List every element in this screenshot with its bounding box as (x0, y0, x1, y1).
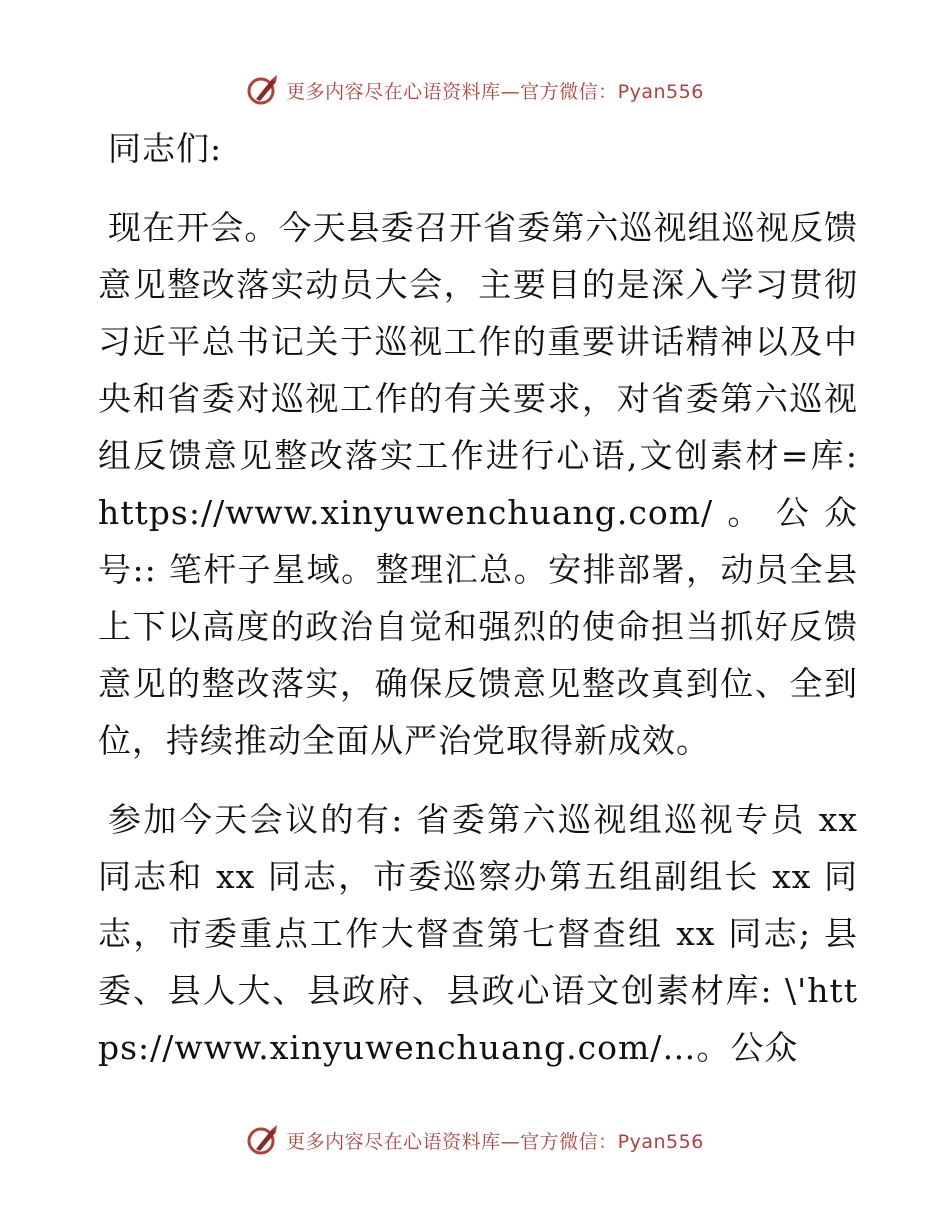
document-body (98, 120, 858, 1076)
quill-pen-logo-icon (246, 1123, 280, 1157)
salutation: 同志们: (108, 129, 223, 168)
header-banner (0, 70, 950, 110)
paragraph-1: 现在开会。今天县委召开省委第六巡视组巡视反馈意见整改落实动员大会，主要目的是深入学习贯彻习近平总书记关于巡视工作的重要讲话精神以及中央和省委对巡视工作的有关要求，对省委第六巡视组反馈意见整改落实工作进行心语,文创素材=库: https://www.xinyuwenchuang.com/。公众号:: 笔杆子星域。整理汇总。安排部署，动员全县上下以高度的政治自觉和强烈的使命担当抓好反馈意见的整改落实，确保反馈意见整改真到位、全到位，持续推动全面从严治党取得新成效。 (98, 208, 858, 760)
quill-pen-logo-icon (246, 73, 280, 107)
footer-banner-text: 更多内容尽在心语资料库—官方微信：Pyan556 (286, 1130, 704, 1153)
footer-banner (0, 1120, 950, 1160)
paragraph-2: 参加今天会议的有: 省委第六巡视组巡视专员 xx 同志和 xx 同志，市委巡察办第五组副组长 xx 同志，市委重点工作大督查第七督查组 xx 同志; 县委、县人大、县政府、县政心语文创素材库: \'https://www.xinyuwenchuang.com/…。公众 (98, 800, 858, 1067)
header-banner-text: 更多内容尽在心语资料库—官方微信：Pyan556 (286, 80, 704, 103)
